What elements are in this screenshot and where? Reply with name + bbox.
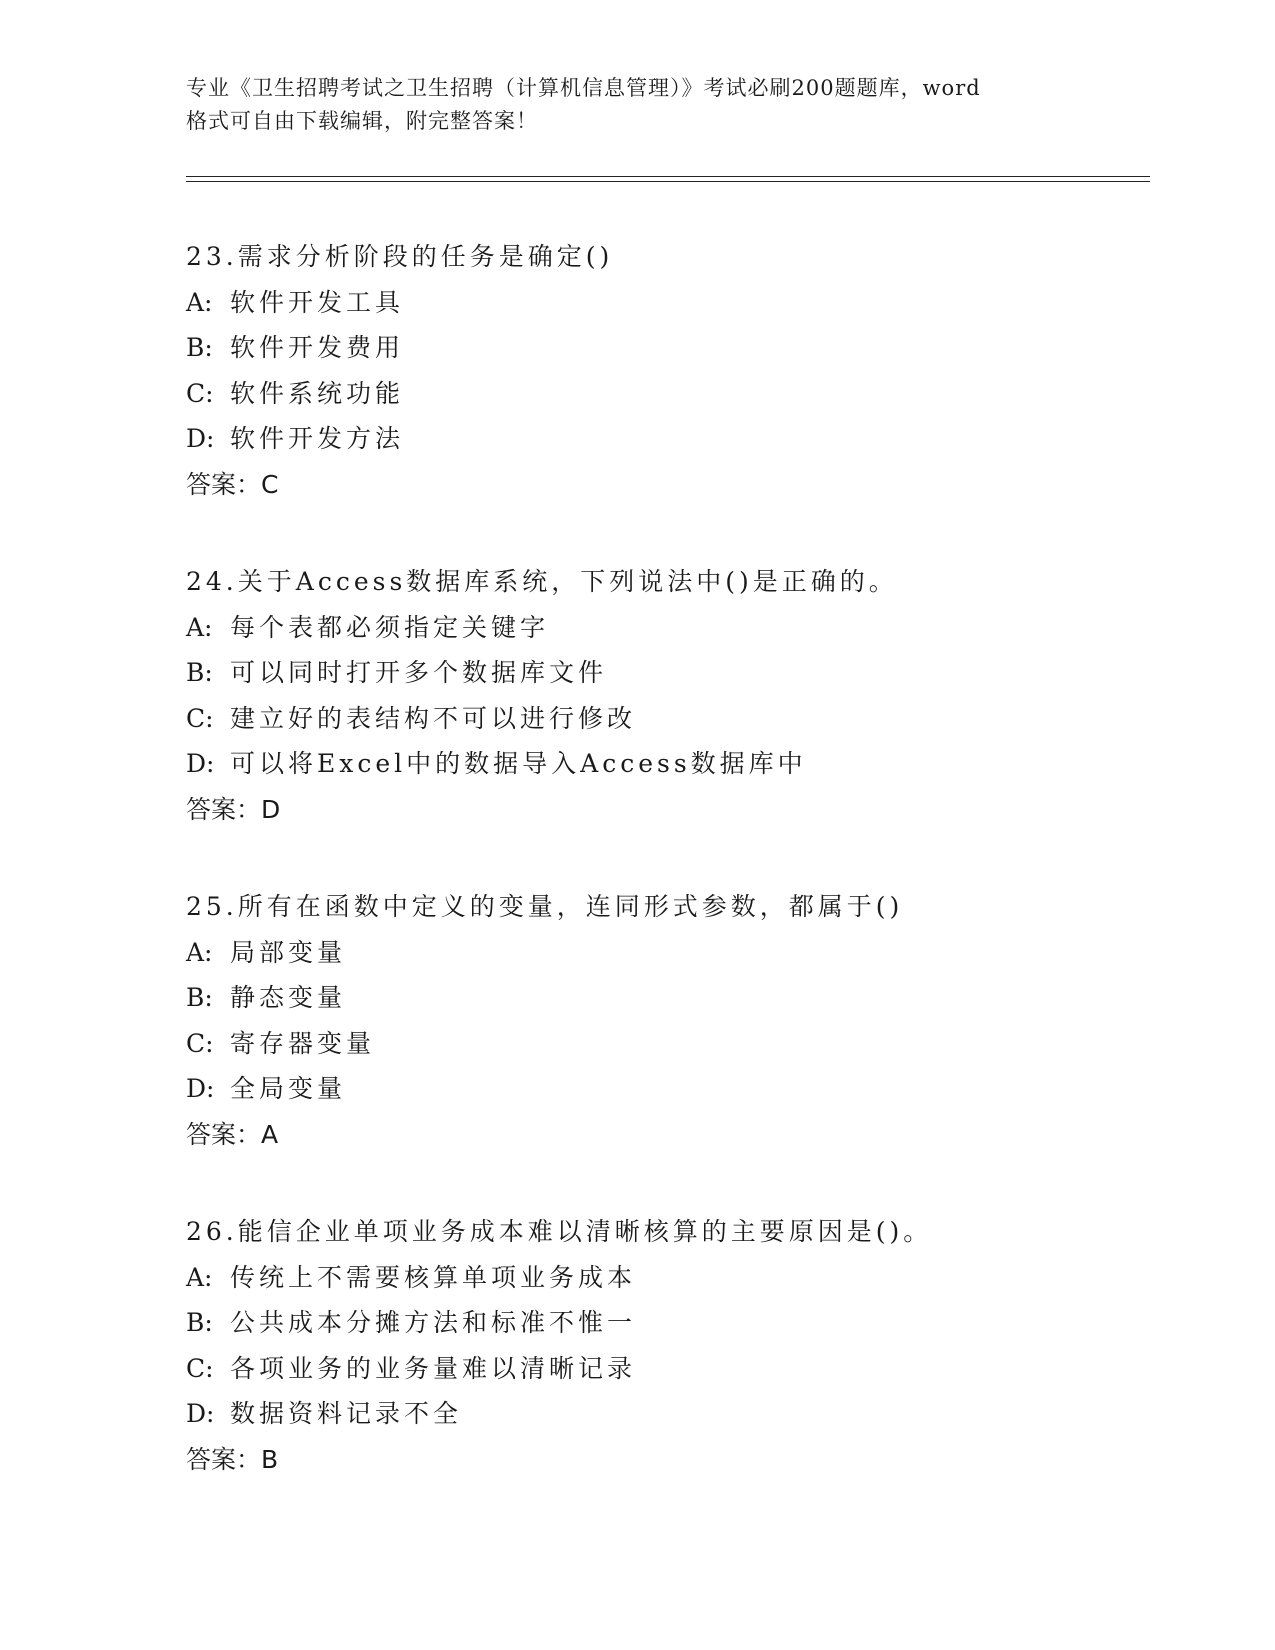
option-c [186,1021,1146,1067]
option-letter: B: [186,1308,213,1337]
option-letter: B: [186,333,213,362]
option-letter: C: [186,1353,214,1383]
option-text: 数据资料记录不全 [230,1399,463,1428]
option-text: 软件开发费用 [230,333,405,362]
option-text: 公共成本分摊方法和标准不惟一 [230,1308,637,1337]
answer-line: 答案：D [186,794,281,824]
option-c [186,1346,1146,1392]
question-stem: 25.所有在函数中定义的变量，连同形式参数，都属于() [186,892,904,921]
option-text: 局部变量 [230,937,347,967]
option-letter: C: [186,1028,214,1058]
option-letter: B: [186,983,213,1012]
header-divider-top [186,176,1150,177]
question-24 [186,559,1146,832]
option-letter: D: [186,1074,215,1103]
option-b [186,975,1146,1021]
question-23 [186,234,1146,507]
option-letter: B: [186,658,213,687]
option-text: 全局变量 [230,1074,347,1103]
question-25 [186,884,1146,1157]
option-c [186,696,1146,742]
option-text: 静态变量 [230,983,347,1012]
question-list [186,234,1146,1482]
option-text: 传统上不需要核算单项业务成本 [230,1262,637,1292]
option-text: 可以将Excel中的数据导入Access数据库中 [230,749,807,778]
option-letter: A: [186,937,213,967]
option-text: 寄存器变量 [230,1028,376,1058]
option-b [186,650,1146,696]
option-b [186,325,1146,371]
question-stem: 24.关于Access数据库系统，下列说法中()是正确的。 [186,567,898,596]
question-stem: 26.能信企业单项业务成本难以清晰核算的主要原因是()。 [186,1217,933,1246]
option-c [186,371,1146,417]
option-text: 软件开发工具 [230,287,405,317]
answer-line: 答案：A [186,1119,279,1149]
option-letter: D: [186,749,215,778]
option-d [186,1391,1146,1437]
option-letter: A: [186,612,213,642]
option-a [186,280,1146,326]
header-line-2: 格式可自由下载编辑，附完整答案！ [186,109,538,133]
header-divider-bottom [186,181,1150,182]
answer-line: 答案：C [186,469,279,499]
option-b [186,1300,1146,1346]
option-letter: A: [186,287,213,317]
option-text: 建立好的表结构不可以进行修改 [230,703,637,733]
option-d [186,741,1146,787]
option-text: 软件系统功能 [230,378,405,408]
question-26 [186,1209,1146,1482]
document-header [186,72,1086,138]
option-text: 可以同时打开多个数据库文件 [230,658,608,687]
option-letter: D: [186,424,215,453]
option-letter: A: [186,1262,213,1292]
option-d [186,416,1146,462]
header-line-1: 专业《卫生招聘考试之卫生招聘（计算机信息管理）》考试必刷200题题库，word [186,76,981,100]
answer-line: 答案：B [186,1444,279,1474]
option-text: 软件开发方法 [230,424,405,453]
option-letter: C: [186,703,214,733]
option-a [186,930,1146,976]
option-a [186,1255,1146,1301]
option-text: 每个表都必须指定关键字 [230,612,550,642]
option-text: 各项业务的业务量难以清晰记录 [230,1353,637,1383]
option-d [186,1066,1146,1112]
option-letter: D: [186,1399,215,1428]
option-a [186,605,1146,651]
option-letter: C: [186,378,214,408]
question-stem: 23.需求分析阶段的任务是确定() [186,242,614,271]
